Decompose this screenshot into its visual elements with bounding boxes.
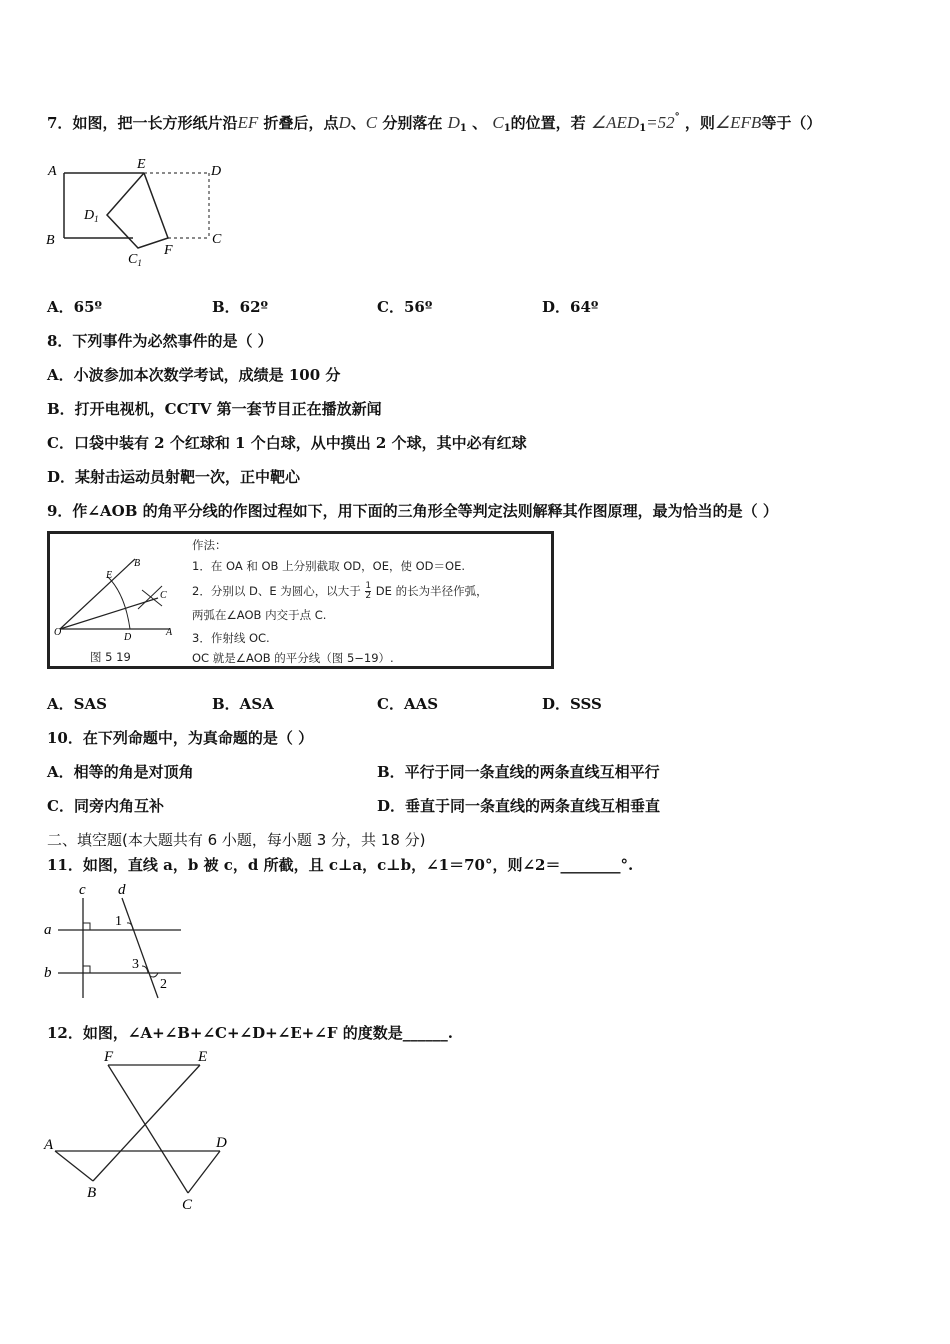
q12-label-F: F <box>104 1049 114 1065</box>
q7-label-C1: $C_1$ <box>128 252 142 268</box>
q9-label-B: B <box>134 558 141 569</box>
q9-label-A: A <box>166 627 173 638</box>
q11-stem: 11．如图，直线 a，b 被 c，d 所截，且 c⊥a，c⊥b，∠1＝70°，则∠2＝________°. <box>47 856 634 874</box>
q9-step-2: 2．分别以 D、E 为圆心，以大于 $\frac{1}{2}$ DE 的长为半径作弧， <box>192 581 488 601</box>
q7-label-F: F <box>164 243 173 258</box>
q9-step-2-cont: 两弧在∠AOB 内交于点 C. <box>192 608 327 622</box>
q9-step-1: 1．在 OA 和 OB 上分别截取 OD，OE，使 OD＝OE. <box>192 559 466 573</box>
q9-option-a[interactable]: A．SAS <box>47 695 107 713</box>
q9-label-C: C <box>160 590 167 601</box>
q9-method-title: 作法： <box>192 538 227 552</box>
q9-option-c[interactable]: C．AAS <box>377 695 439 713</box>
q8-stem: 8．下列事件为必然事件的是（ ） <box>47 332 273 350</box>
q7-option-a[interactable]: A．65º <box>47 298 103 316</box>
q9-label-D: D <box>124 632 132 643</box>
q11-label-a: a <box>44 922 52 938</box>
q9-step-3: 3．作射线 OC. <box>192 631 270 645</box>
q7-label-E: E <box>137 157 146 172</box>
q7-label-B: B <box>46 233 55 248</box>
q8-option-d[interactable]: D．某射击运动员射靶一次，正中靶心 <box>47 468 301 486</box>
q7-stem: 7．如图，把一长方形纸片沿EF 折叠后，点D、C 分别落在 $D_1$ 、 $C_1$的位置，若 $\angle AED_1=52^\circ$ ，则∠EFB等于（） <box>47 112 822 134</box>
q7-label-C: C <box>212 232 222 247</box>
q9-option-b[interactable]: B．ASA <box>212 695 274 713</box>
q7-label-A: A <box>48 164 57 179</box>
q7-option-d[interactable]: D．64º <box>542 298 599 316</box>
q9-conclusion: OC 就是∠AOB 的平分线（图 5−19）. <box>192 651 394 665</box>
q9-figure-caption: 图 5 19 <box>90 650 131 664</box>
q9-label-E: E <box>106 570 113 581</box>
q10-option-d[interactable]: D．垂直于同一条直线的两条直线互相垂直 <box>377 797 661 815</box>
section-heading: 二、填空题(本大题共有 6 小题，每小题 3 分，共 18 分) <box>47 831 426 849</box>
q9-half-fraction: $\frac{1}{2}$ <box>365 581 372 601</box>
q7-label-D: D <box>211 164 222 179</box>
q12-label-A: A <box>44 1137 54 1153</box>
q11-label-b: b <box>44 965 52 981</box>
q7-option-b[interactable]: B．62º <box>212 298 269 316</box>
q8-option-c[interactable]: C．口袋中装有 2 个红球和 1 个白球，从中摸出 2 个球，其中必有红球 <box>47 434 527 452</box>
q11-label-2: 2 <box>160 977 167 992</box>
q12-stem: 12．如图，∠A+∠B+∠C+∠D+∠E+∠F 的度数是______. <box>47 1024 453 1042</box>
q12-label-C: C <box>182 1197 193 1213</box>
q7-label-D1: $D_1$ <box>84 208 99 224</box>
q11-figure <box>40 880 200 1005</box>
q9-stem: 9．作∠AOB 的角平分线的作图过程如下，用下面的三角形全等判定法则解释其作图原理，最为恰当的是（ ） <box>47 502 778 520</box>
q12-figure <box>40 1045 240 1215</box>
q8-option-b[interactable]: B．打开电视机，CCTV 第一套节目正在播放新闻 <box>47 400 382 418</box>
q7-option-c[interactable]: C．56º <box>377 298 433 316</box>
q10-option-a[interactable]: A．相等的角是对顶角 <box>47 763 194 781</box>
q11-label-1: 1 <box>115 914 122 929</box>
q7-figure <box>40 155 240 270</box>
q11-label-c: c <box>79 882 86 898</box>
q11-label-3: 3 <box>132 957 139 972</box>
q11-label-d: d <box>118 882 126 898</box>
q9-label-O: O <box>54 627 62 638</box>
q9-option-d[interactable]: D．SSS <box>542 695 602 713</box>
q10-option-c[interactable]: C．同旁内角互补 <box>47 797 164 815</box>
q10-option-b[interactable]: B．平行于同一条直线的两条直线互相平行 <box>377 763 660 781</box>
q9-method-box <box>47 531 554 669</box>
q12-label-E: E <box>198 1049 208 1065</box>
q10-stem: 10．在下列命题中，为真命题的是（ ） <box>47 729 314 747</box>
q8-option-a[interactable]: A．小波参加本次数学考试，成绩是 100 分 <box>47 366 341 384</box>
q12-label-D: D <box>216 1135 227 1151</box>
q12-label-B: B <box>87 1185 97 1201</box>
